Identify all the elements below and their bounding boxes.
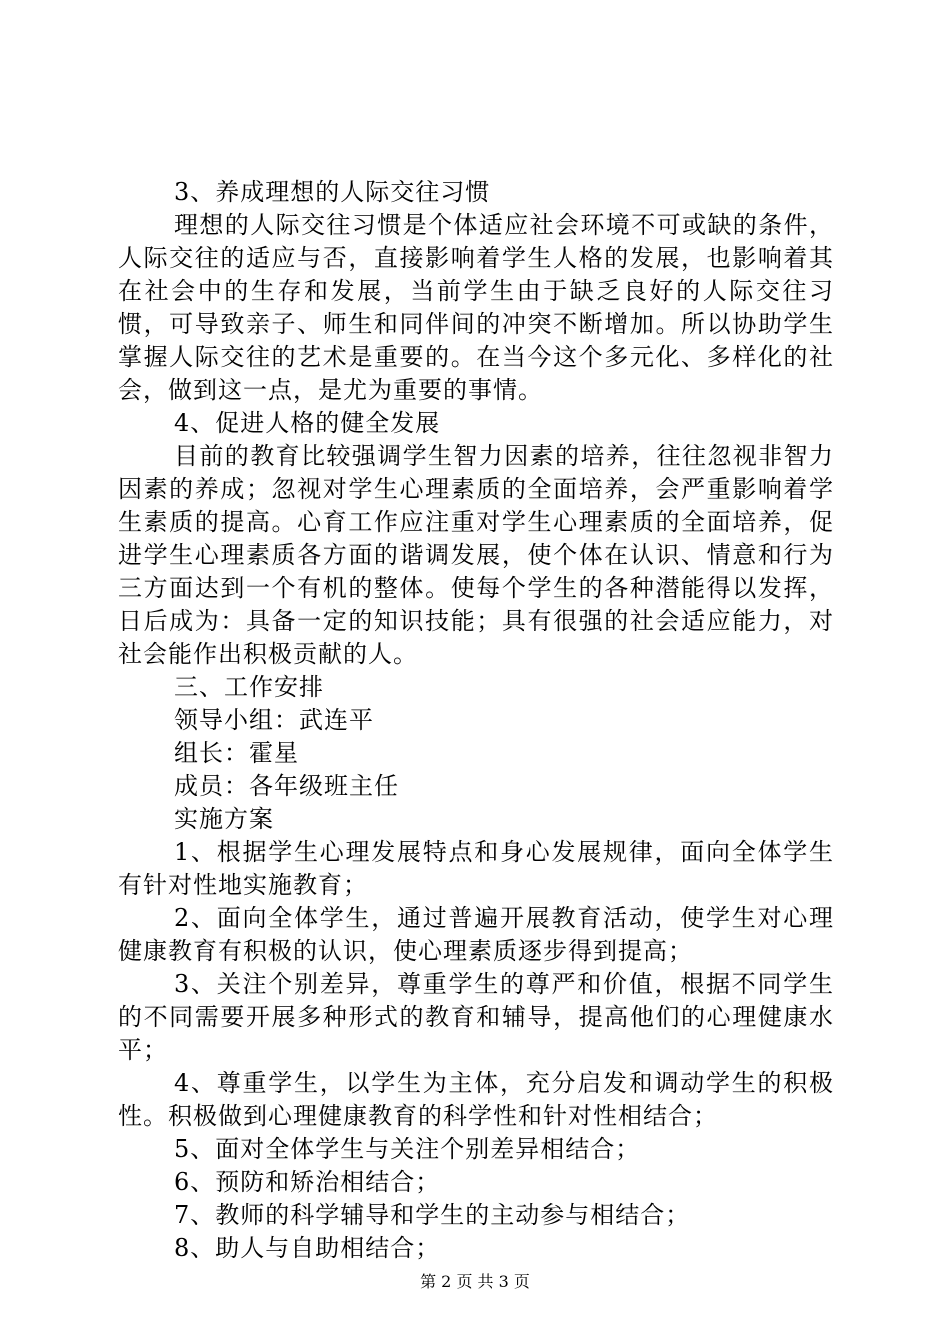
list-item: 5、面对全体学生与关注个别差异相结合；: [174, 1135, 641, 1163]
list-item: 6、预防和矫治相结合；: [174, 1168, 441, 1196]
section-heading: 4、促进人格的健全发展: [174, 409, 441, 437]
body-paragraph: 目前的教育比较强调学生智力因素的培养，往往忽视非智力因素的养成；忽视对学生心理素质的全面培养，会严重影响着学生素质的提高。心育工作应注重对学生心理素质的全面培养，促进学生心理素质各方面的谐调发展，使个体在认识、情意和行为三方面达到一个有机的整体。使每个学生的各种潜能得以发挥，日后成为：具备一定的知识技能；具有很强的社会适应能力，对社会能作出积极贡献的人。: [118, 442, 834, 668]
list-item: 1、根据学生心理发展特点和身心发展规律，面向全体学生有针对性地实施教育；: [118, 838, 834, 899]
section-heading: 3、养成理想的人际交往习惯: [174, 178, 491, 206]
list-item: 2、面向全体学生，通过普遍开展教育活动，使学生对心理健康教育有积极的认识，使心理素质逐步得到提高；: [118, 904, 834, 965]
list-item: 4、尊重学生，以学生为主体，充分启发和调动学生的积极性。积极做到心理健康教育的科学性和针对性相结合；: [118, 1069, 834, 1130]
page-footer: [0, 1272, 950, 1292]
page-number-label: 第 2 页 共 3 页: [420, 1272, 530, 1291]
section-heading: 实施方案: [174, 805, 274, 833]
body-paragraph: 理想的人际交往习惯是个体适应社会环境不可或缺的条件，人际交往的适应与否，直接影响着学生人格的发展，也影响着其在社会中的生存和发展，当前学生由于缺乏良好的人际交往习惯，可导致亲子、师生和同伴间的冲突不断增加。所以协助学生掌握人际交往的艺术是重要的。在当今这个多元化、多样化的社会，做到这一点，是尤为重要的事情。: [118, 211, 834, 404]
group-leader-line: 组长：霍星: [174, 739, 299, 767]
list-item: 3、关注个别差异，尊重学生的尊严和价值，根据不同学生的不同需要开展多种形式的教育和辅导，提高他们的心理健康水平；: [118, 970, 834, 1064]
list-item: 7、教师的科学辅导和学生的主动参与相结合；: [174, 1201, 691, 1229]
leader-group-line: 领导小组：武连平: [174, 706, 374, 734]
list-item: 8、助人与自助相结合；: [174, 1234, 441, 1262]
section-heading: 三、工作安排: [174, 673, 324, 701]
document-body: [118, 176, 834, 1265]
members-line: 成员：各年级班主任: [174, 772, 399, 800]
